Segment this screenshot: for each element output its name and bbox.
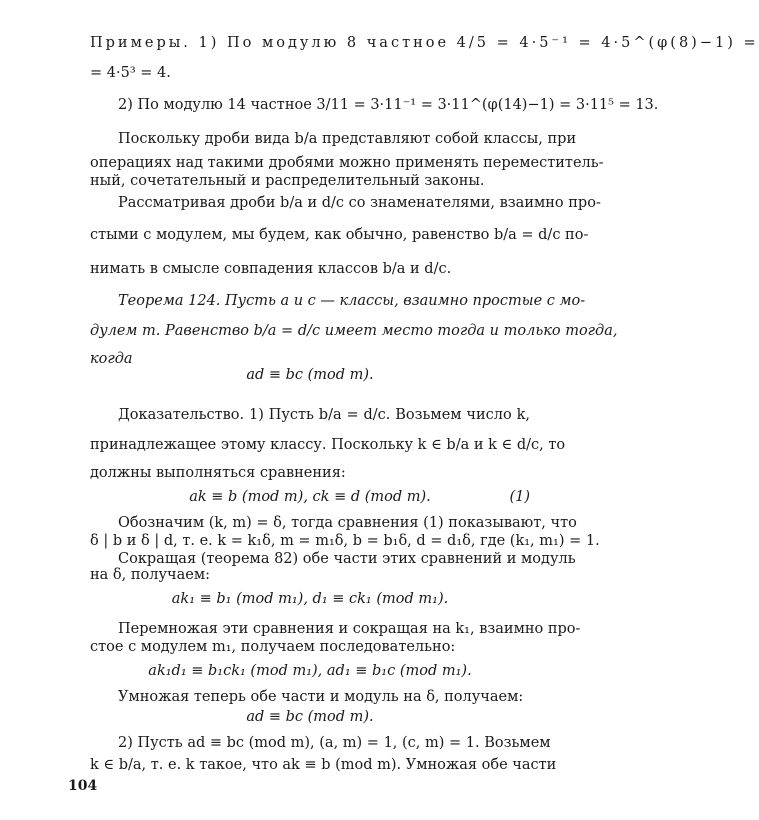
text-line: на δ, получаем: bbox=[90, 567, 210, 583]
text-line: ный, сочетательный и распределительный законы. bbox=[90, 173, 485, 189]
text-line: должны выполняться сравнения: bbox=[90, 465, 346, 481]
text-line: дулем m. Равенство b/a = d/c имеет место тогда и только тогда, bbox=[90, 323, 618, 339]
formula: ak₁ ≡ b₁ (mod m₁), d₁ ≡ ck₁ (mod m₁). bbox=[171, 591, 449, 607]
text-line: Поскольку дроби вида b/a представляют собой классы, при bbox=[118, 131, 577, 147]
text-line: Рассматривая дроби b/a и d/c со знаменателями, взаимно про- bbox=[118, 195, 601, 211]
text-line: операциях над такими дробями можно применять переместитель- bbox=[90, 155, 604, 171]
text-line: δ | b и δ | d, т. е. k = k₁δ, m = m₁δ, b = b₁δ, d = d₁δ, где (k₁, m₁) = 1. bbox=[90, 533, 600, 549]
text-line: когда bbox=[90, 351, 133, 367]
text-line: Сокращая (теорема 82) обе части этих сравнений и модуль bbox=[118, 551, 576, 567]
formula: ad ≡ bc (mod m). bbox=[246, 709, 374, 725]
text-line: стое с модулем m₁, получаем последовательно: bbox=[90, 639, 456, 655]
text-line: Перемножая эти сравнения и сокращая на k₁, взаимно про- bbox=[118, 621, 581, 637]
text-line: Умножая теперь обе части и модуль на δ, получаем: bbox=[118, 689, 524, 705]
text-line: 2) По модулю 14 частное 3/11 = 3·11⁻¹ = 3·11^(φ(14)−1) = 3·11⁵ = 13. bbox=[118, 97, 659, 113]
page-number: 104 bbox=[68, 778, 98, 794]
text-line: Обозначим (k, m) = δ, тогда сравнения (1) показывают, что bbox=[118, 515, 577, 531]
text-line: Примеры. 1) По модулю 8 частное 4/5 = 4·5⁻¹ = 4·5^(φ(8)−1) = bbox=[90, 35, 759, 51]
text-line: k ∈ b/a, т. е. k такое, что ak ≡ b (mod m). Умножая обе части bbox=[90, 757, 557, 773]
formula-text: ak ≡ b (mod m), ck ≡ d (mod m). bbox=[189, 489, 431, 505]
formula: ak₁d₁ ≡ b₁ck₁ (mod m₁), ad₁ ≡ b₁c (mod m₁). bbox=[148, 663, 472, 679]
equation-number: (1) bbox=[509, 489, 530, 505]
formula bbox=[90, 488, 530, 506]
text-line: стыми с модулем, мы будем, как обычно, равенство b/a = d/c по- bbox=[90, 227, 589, 243]
text-line: нимать в смысле совпадения классов b/a и d/c. bbox=[90, 261, 452, 277]
theorem-heading: Теорема 124. Пусть a и c — классы, взаимно простые с мо- bbox=[118, 293, 586, 309]
text-line: 2) Пусть ad ≡ bc (mod m), (a, m) = 1, (c, m) = 1. Возьмем bbox=[118, 735, 551, 751]
text-line: принадлежащее этому классу. Поскольку k ∈ b/a и k ∈ d/c, то bbox=[90, 437, 566, 453]
formula: ad ≡ bc (mod m). bbox=[246, 367, 374, 383]
text-line: = 4·5³ = 4. bbox=[90, 65, 171, 81]
proof-heading: Доказательство. 1) Пусть b/a = d/c. Возьмем число k, bbox=[118, 407, 530, 423]
